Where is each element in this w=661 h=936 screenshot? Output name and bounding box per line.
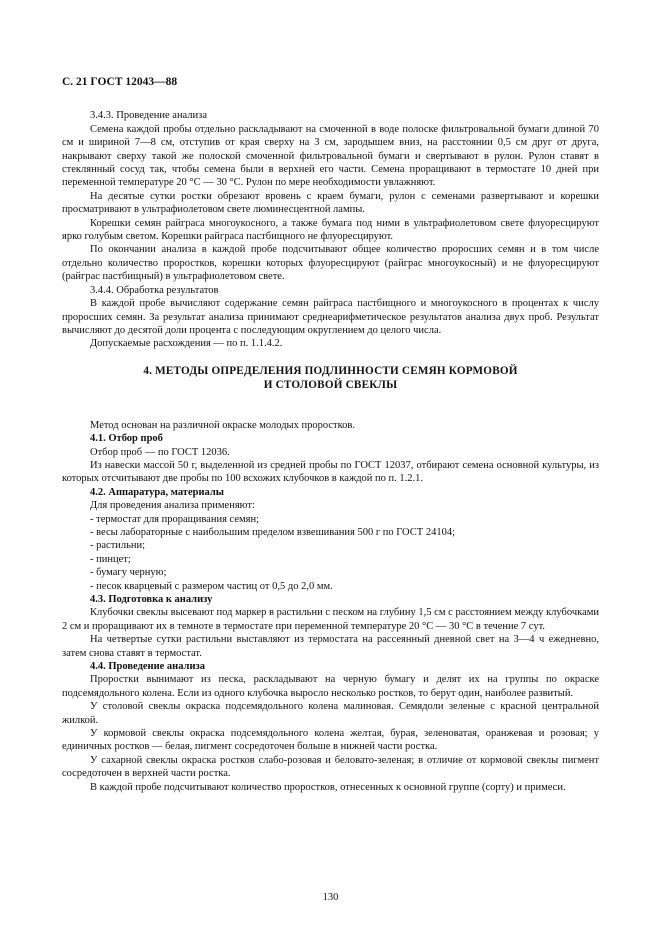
- paragraph: На четвертые сутки растильни выставляют из термостата на рассеянный дневной свет на 3—4 ч ежедневно, затем снова ставят в термостат.: [62, 634, 599, 659]
- paragraph: Допускаемые расхождения — по п. 1.1.4.2.: [90, 338, 283, 350]
- page-number: 130: [322, 892, 339, 903]
- paragraph: Семена каждой пробы отдельно раскладывают на смоченной в воде полоске фильтровальной бумаги длиной 70 см и шириной 7—8 см, отступив от края сверху на 3 см, зародышем вниз, на расстоянии 0,5 см друг от друга, накрывают сверху такой же полоской смоченной фильтровальной бумаги и свертывают в рулон. Рулон ставят в стеклянный сосуд так, чтобы семена были в верхней его части. Семена проращивают в термостате 10 дней при переменной температуре 20 °С — 30 °С. Рулон по мере необходимости увлажняют.: [62, 123, 599, 189]
- subsection-title-3-4-3: 3.4.3. Проведение анализа: [90, 110, 207, 122]
- paragraph: По окончании анализа в каждой пробе подсчитывают общее количество проросших семян и в том числе отдельно количество проростков, корешки которых флуоресцируют (райграс многоукосный) и не флуоресцируют (райграс пастбищный) в ультрафиолетовом свете.: [62, 244, 599, 283]
- list-item: - термостат для проращивания семян;: [90, 513, 259, 525]
- paragraph: Для проведения анализа применяют:: [90, 500, 255, 512]
- paragraph: Отбор проб — по ГОСТ 12036.: [90, 446, 230, 458]
- section-title-line: И СТОЛОВОЙ СВЕКЛЫ: [263, 378, 398, 391]
- paragraph: Из навески массой 50 г, выделенной из средней пробы по ГОСТ 12037, отбирают семена основной культуры, из которых отсчитывают две пробы по 100 всхожих клубочков в каждой по п. 1.2.1.: [62, 459, 599, 485]
- paragraph: В каждой пробе подсчитывают количество проростков, отнесенных к основной группе (сорту) и примеси.: [90, 781, 566, 793]
- paragraph: У сахарной свеклы окраска ростков слабо-розовая и беловато-зеленая; в отличие от кормовой свеклы пигмент сосредоточен в верхней части ростка.: [62, 754, 599, 780]
- paragraph: Проростки вынимают из песка, раскладывают на черную бумагу и делят их на группы по окраске подсемядольного колена. Если из одного клубочка выросло несколько ростков, то берут один, наиболее развитый.: [62, 674, 599, 699]
- subsection-heading-4-2: 4.2. Аппаратура, материалы: [90, 486, 224, 498]
- list-item: - весы лабораторные с наибольшим пределом взвешивания 500 г по ГОСТ 24104;: [90, 526, 455, 538]
- paragraph: У столовой свеклы окраска подсемядольного колена малиновая. Семядоли зеленые с красной центральной жилкой.: [62, 701, 599, 726]
- paragraph: Корешки семян райграса многоукосного, а также бумага под ними в ультрафиолетовом свете флуоресцируют ярко голубым светом. Корешки райграса пастбищного не флуоресцируют.: [62, 217, 599, 243]
- list-item: - растильни;: [90, 540, 146, 552]
- list-item: - пинцет;: [90, 553, 131, 565]
- subsection-heading-4-4: 4.4. Проведение анализа: [90, 661, 205, 673]
- section-title: [62, 364, 599, 392]
- paragraph: В каждой пробе вычисляют содержание семян райграса пастбищного и многоукосного в процентах к числу проросших семян. За результат анализа принимают среднеарифметическое результатов анализа двух проб. Результат вычисляют до десятой доли процента с последующим округлением до целого числа.: [62, 298, 599, 336]
- subsection-heading-4-1: 4.1. Отбор проб: [90, 433, 163, 445]
- list-item: - песок кварцевый с размером частиц от 0,5 до 2,0 мм.: [90, 580, 333, 592]
- subsection-title-3-4-4: 3.4.4. Обработка результатов: [90, 284, 219, 296]
- paragraph: На десятые сутки ростки обрезают вровень с краем бумаги, рулон с семенами развертывают и корешки просматривают в ультрафиолетовом свете люминесцентной лампы.: [62, 190, 599, 216]
- list-item: - бумагу черную;: [90, 567, 167, 579]
- paragraph: Метод основан на различной окраске молодых проростков.: [90, 419, 355, 431]
- section-title-line: 4. МЕТОДЫ ОПРЕДЕЛЕНИЯ ПОДЛИННОСТИ СЕМЯН КОРМОВОЙ: [143, 364, 518, 377]
- subsection-heading-4-3: 4.3. Подготовка к анализу: [90, 594, 213, 605]
- page-header: С. 21 ГОСТ 12043—88: [62, 76, 178, 88]
- paragraph: У кормовой свеклы окраска подсемядольного колена желтая, бурая, зеленоватая, оранжевая и розовая; у единичных ростков — белая, пигмент сосредоточен больше в нижней части ростка.: [62, 728, 599, 753]
- paragraph: Клубочки свеклы высевают под маркер в растильни с песком на глубину 1,5 см с расстоянием между клубочками 2 см и проращивают их в темноте в термостате при переменной температуре 20 °С — 30 °С в течение 7 сут.: [62, 607, 599, 632]
